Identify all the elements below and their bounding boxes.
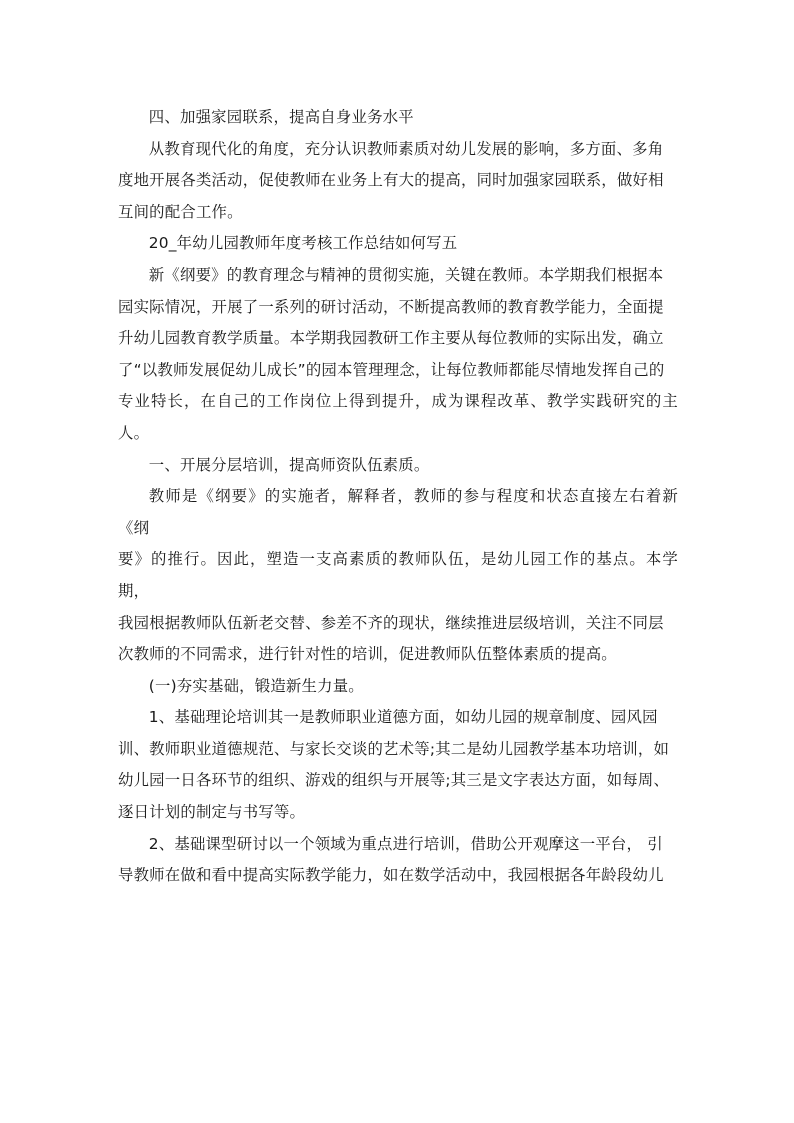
- body-paragraph: 从教育现代化的角度，充分认识教师素质对幼儿发展的影响，多方面、多角 度地开展各类活动，促使教师在业务上有大的提高，同时加强家园联系，做好相 互间的配合工作。: [118, 139, 664, 221]
- body-paragraph: 新《纲要》的教育理念与精神的贯彻实施，关键在教师。本学期我们根据本 园实际情况，开展了一系列的研讨活动，不断提高教师的教育教学能力，全面提 升幼儿园教育教学质量。本学期我园教研工作主要从每位教师的实际出发，确立 了“以教师发展促幼儿成长”的园本管理理念，让每位教师都能尽情地发挥自己的 专业特长，在自己的工作岗位上得到提升，成为课程改革、教学实践研究的主人。: [118, 265, 678, 442]
- list-item-1: 1、基础理论培训其一是教师职业道德方面，如幼儿园的规章制度、园风园 训、教师职业道德规范、与家长交谈的艺术等;其二是幼儿园教学基本功培训，如 幼儿园一日各环节的组织、游戏的组织与开展等;其三是文字表达方面，如每周、 逐日计划的制定与书写等。: [118, 708, 670, 822]
- list-item-2: 2、基础课型研讨以一个领域为重点进行培训，借助公开观摩这一平台， 引 导教师在做和看中提高实际教学能力，如在数学活动中，我园根据各年龄段幼儿: [118, 834, 664, 885]
- document-body: [118, 102, 678, 892]
- document-title: 20_年幼儿园教师年度考核工作总结如何写五: [148, 234, 458, 253]
- body-paragraph: 教师是《纲要》的实施者，解释者，教师的参与程度和状态直接左右着新《纲 要》的推行。因此，塑造一支高素质的教师队伍，是幼儿园工作的基点。本学期， 我园根据教师队伍新老交替、参差不齐的现状，继续推进层级培训，关注不同层 次教师的不同需求，进行针对性的培训，促进教师队伍整体素质的提高。: [118, 487, 678, 664]
- subsection-heading: (一)夯实基础，锻造新生力量。: [148, 676, 364, 695]
- section-heading-4: 四、加强家园联系，提高自身业务水平: [148, 108, 414, 126]
- section-heading-1: 一、开展分层培训，提高师资队伍素质。: [148, 455, 430, 474]
